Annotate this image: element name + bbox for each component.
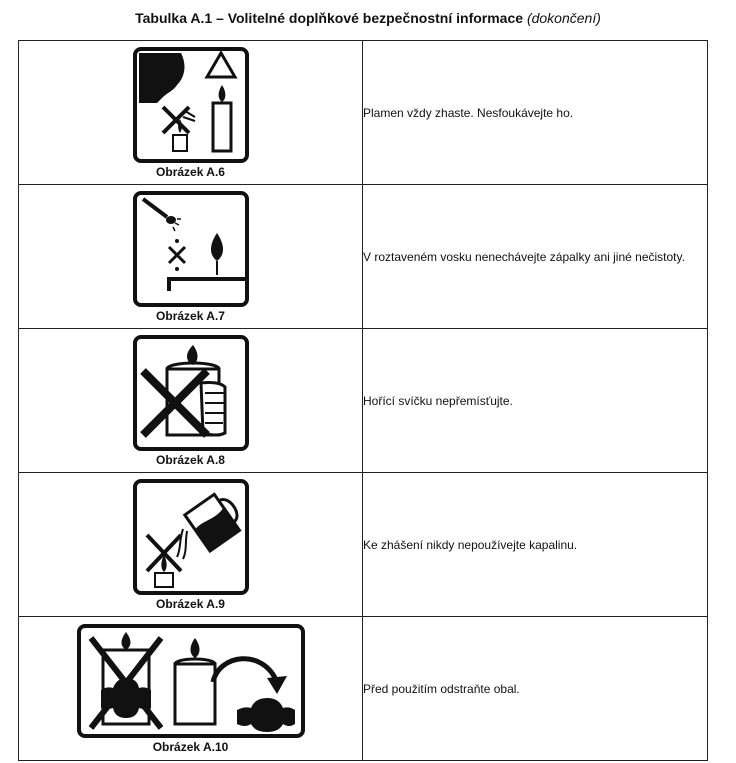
info-text: Ke zhášení nikdy nepoužívejte kapalinu. (363, 473, 708, 617)
table-row (19, 185, 708, 329)
figure-caption: Obrázek A.7 (156, 308, 225, 323)
figure-caption: Obrázek A.9 (156, 596, 225, 611)
table-row (19, 329, 708, 473)
blow-out-candle-icon (133, 47, 249, 163)
safety-info-table (18, 40, 708, 761)
no-matches-in-wax-icon (133, 191, 249, 307)
table-row (19, 41, 708, 185)
remove-packaging-icon (77, 624, 305, 738)
title-main: Tabulka A.1 – Volitelné doplňkové bezpečnostní informace (135, 10, 524, 26)
figure-cell (19, 41, 363, 185)
info-text: V roztaveném vosku nenechávejte zápalky ani jiné nečistoty. (363, 185, 708, 329)
table-title (0, 10, 736, 26)
info-text: Plamen vždy zhaste. Nesfoukávejte ho. (363, 41, 708, 185)
do-not-move-candle-icon (133, 335, 249, 451)
figure-caption: Obrázek A.10 (152, 739, 229, 754)
figure-caption: Obrázek A.6 (156, 164, 225, 179)
figure-cell (19, 617, 363, 761)
title-suffix: (dokončení) (526, 10, 601, 26)
info-text: Hořící svíčku nepřemísťujte. (363, 329, 708, 473)
info-text: Před použitím odstraňte obal. (363, 617, 708, 761)
figure-cell (19, 329, 363, 473)
no-liquid-extinguish-icon (133, 479, 249, 595)
figure-cell (19, 185, 363, 329)
table-row (19, 473, 708, 617)
figure-caption: Obrázek A.8 (156, 452, 225, 467)
table-row (19, 617, 708, 761)
figure-cell (19, 473, 363, 617)
